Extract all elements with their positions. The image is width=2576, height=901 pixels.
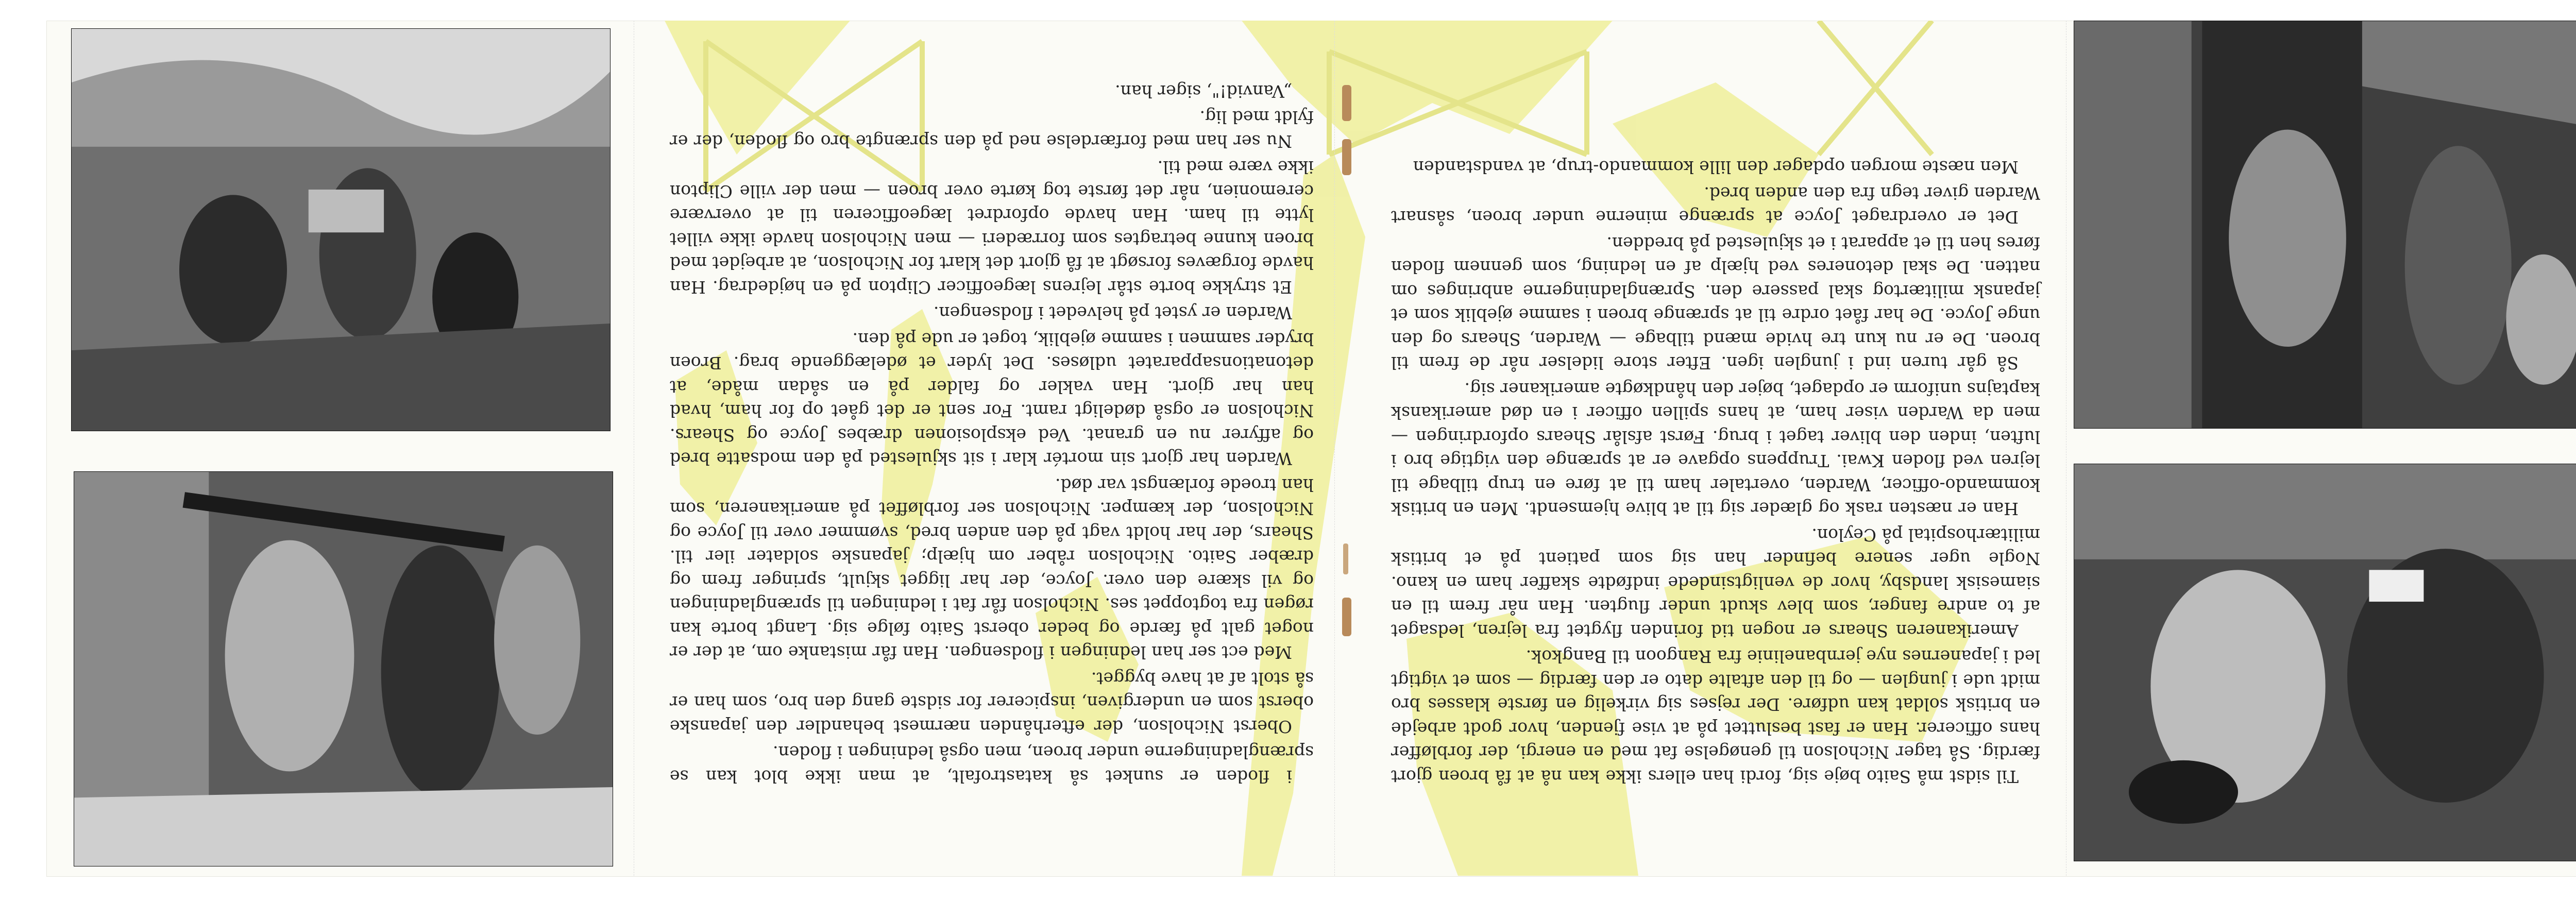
right-paragraph: Så går turen ind i junglen igen. Efter store lidelser når de frem til broen. De er nu kun tre hvide mænd tilbage — Warden, Shears og den unge Joyce. De har fået ordre til at sprænge broen i samme øjeblik som et japansk militærtog skal passere den. Sprængladningerne anbringes om natten. De skal detoneres ved hjælp af en ledning, som gennem floden føres hen til et apparat i et skjulested på bredden.	[1391, 233, 2040, 373]
left-paragraph: Warden er ystet på helvedet i flodsengen.	[933, 303, 1292, 324]
left-paragraph: Nu ser han med forfærdelse ned på den sprængte bro og floden, der er fyldt med lig.	[670, 107, 1314, 151]
right-paragraph: Amerikaneren Shears er nogen tid forinden flygtet fra lejren, ledsaget af to andre fanger, som blev skudt under flugten. Han når frem til en siamesisk landsby, hvor de venligtsindede indfødte skaffer ham en kano. Nogle uger senere befinder han sig som patient på et britisk militærhospital på Ceylon.	[1391, 525, 2040, 641]
left-paragraph: „Vanvid!", siger han.	[1115, 81, 1292, 101]
left-paragraph: Et strykke borte står lejrens lægeofficer Clipton på en højdedrag. Han havde forgæves forsøgt at få gjort det klart for Nicholson, at arbejdet med broen kunne betragtes som forræderi — men Nicholson havde ikke villet lytte til ham. Han havde opfordret lægeofficeren til at overvære ceremonien, når det første tog kørte over broen — men der ville Clipton ikke være med til.	[670, 157, 1314, 297]
staple-bottom	[1342, 598, 1351, 636]
left-paragraph: Oberst Nicholson, der efterhånden nærmest behandler den japanske oberst som en undergiven, inspicerer for sidste gang den bro, som han er så stolt af at have bygget.	[670, 669, 1314, 737]
photo-prisoners-group	[71, 28, 611, 431]
staple-top	[1342, 85, 1351, 121]
stitch-lower-a	[1343, 543, 1348, 574]
right-paragraph: Han er næsten rask og glæder sig til at blive hjemsendt. Men en britisk kommando-officer, Warden, overtaler ham til at føre en trup tilbage til lejren ved floden Kwai. Truppens opgave er at sprænge den vigtige bro i luften, inden den bliver taget i brug. Først afslår Shears opfordringen — men da Warden viser ham, at hans spillen officer i en død amerikansk kaptajns uniform er opdaget, bøjer den håndkøgte amerikaner sig.	[1391, 379, 2040, 519]
text-column-left	[670, 81, 1314, 788]
text-column-right	[1391, 118, 2040, 788]
fold-line-center	[1334, 21, 1335, 876]
photo-soldiers-rifle	[74, 471, 613, 866]
right-paragraph: Men næste morgen opdager den lille kommando-trup, at vandstanden	[1413, 157, 2019, 178]
photo-officer-closeup	[2074, 464, 2576, 861]
left-paragraph: i floden er sunket så katastrofalt, at man ikke blot kan se sprængladningerne under broen, men også ledningen i floden.	[670, 742, 1314, 787]
photo-soldiers-hut	[2074, 21, 2576, 429]
staple-upper	[1342, 139, 1351, 175]
left-paragraph: Warden har gjort sin mortér klar i sit skjulested på den modsatte bred og affyrer nu en granat. Ved eksplosionen dræbes Joyce og Shears. Nicholson er også dødeligt ramt. For sent er det gået op for ham, hvad han har gjort. Han vakler og falder på en sådan måde, at detonationsapparatet udløses. Det lyder et ødelæggende brag. Broen bryder sammen i samme øjeblik, toget er ude på den.	[670, 329, 1314, 469]
left-paragraph: Med ect ser han ledningen i flodsengen. Han får mistanke om, at der er noget galt på færde og beder oberst Saito følge sig. Langt borte kan røgen fra togtoppet ses. Nicholson får fat i ledningen til sprængladningen og vil skære den over. Joyce, der har ligget skjult, springer frem og dræber Saito. Nicholson råber om hjælp; japanske soldater iler til. Shears, der har holdt vagt på den anden bred, svømmer over til Joyce og Nicholson, der kæmper. Nicholson ser forbløffet på amerikaneren, som han troede forlængst var død.	[670, 475, 1314, 663]
right-paragraph: Til sidst må Saito bøje sig, fordi han ellers ikke kan nå at få broen gjort færdig. Så tager Nicholson til genøgelse fat med en energi, der forbløffer hans officerer. Han er fast besluttet på at vise fjenden, hvor godt arbejde en britisk soldat kan udføre. Der rejses sig virkelig en første klasses bro midt ude i junglen — og til den aftalte dato er den færdig — som et vigtigt led i japanernes nye jernbanelinie fra Rangoon til Bangkok.	[1391, 647, 2040, 787]
right-paragraph: Det er overdraget Joyce at sprænge minerne under broen, såsnart Warden giver tegn fra den anden bred.	[1391, 183, 2040, 228]
